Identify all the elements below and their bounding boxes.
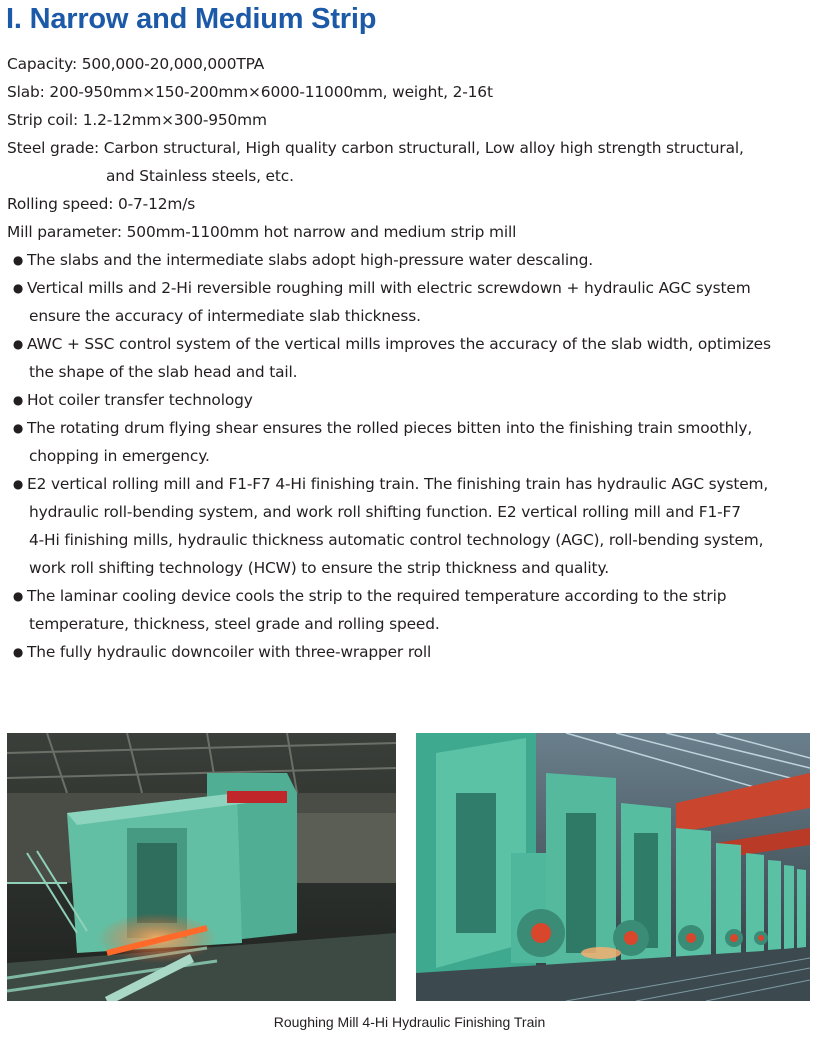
bullet-marker: ● [12, 393, 24, 407]
bullet-text-line: the shape of the slab head and tail. [29, 363, 298, 381]
bullet-text-line: The laminar cooling device cools the strip to the required temperature according to the strip [27, 587, 727, 605]
feature-bullet [7, 582, 815, 638]
bullet-marker: ● [12, 421, 24, 435]
bullet-text-line: AWC + SSC control system of the vertical mills improves the accuracy of the slab width, optimizes [27, 335, 771, 353]
spec-slab: Slab: 200-950mm×150-200mm×6000-11000mm, weight, 2-16t [7, 83, 493, 101]
feature-bullet [7, 246, 815, 274]
spec-rolling-speed: Rolling speed: 0-7-12m/s [7, 195, 196, 213]
spec-text-block [7, 50, 815, 666]
bullet-marker: ● [12, 337, 24, 351]
bullet-text-line: Vertical mills and 2-Hi reversible roughing mill with electric screwdown + hydraulic AGC system [27, 279, 751, 297]
bullet-marker: ● [12, 589, 24, 603]
spec-steel-grade-continued: and Stainless steels, etc. [106, 167, 294, 185]
section-heading: I. Narrow and Medium Strip [6, 3, 377, 35]
feature-bullet [7, 414, 815, 470]
feature-bullet [7, 386, 815, 414]
spec-capacity: Capacity: 500,000-20,000,000TPA [7, 55, 265, 73]
bullet-text-line: 4-Hi finishing mills, hydraulic thickness automatic control technology (AGC), roll-bending system, [29, 531, 764, 549]
bullet-marker: ● [12, 645, 24, 659]
bullet-text-line: The fully hydraulic downcoiler with three-wrapper roll [27, 643, 432, 661]
roughing-mill-photo [7, 733, 396, 1001]
feature-bullet [7, 274, 815, 330]
bullet-text-line: hydraulic roll-bending system, and work roll shifting function. E2 vertical rolling mill and F1-F7 [29, 503, 741, 521]
spec-strip-coil: Strip coil: 1.2-12mm×300-950mm [7, 111, 267, 129]
bullet-text-line: chopping in emergency. [29, 447, 210, 465]
feature-bullet [7, 638, 815, 666]
bullet-text-line: The rotating drum flying shear ensures the rolled pieces bitten into the finishing train smoothly, [27, 419, 753, 437]
spec-mill-parameter: Mill parameter: 500mm-1100mm hot narrow and medium strip mill [7, 223, 517, 241]
bullet-text-line: The slabs and the intermediate slabs adopt high-pressure water descaling. [27, 251, 593, 269]
bullet-text-line: temperature, thickness, steel grade and rolling speed. [29, 615, 440, 633]
bullet-text-line: ensure the accuracy of intermediate slab thickness. [29, 307, 421, 325]
bullet-text-line: E2 vertical rolling mill and F1-F7 4-Hi finishing train. The finishing train has hydraulic AGC system, [27, 475, 769, 493]
feature-bullet-list [7, 246, 815, 666]
photo-caption: Roughing Mill 4-Hi Hydraulic Finishing Train [273, 1014, 546, 1030]
feature-bullet [7, 330, 815, 386]
spec-steel-grade: Steel grade: Carbon structural, High quality carbon structurall, Low alloy high strength structural, [7, 139, 744, 157]
bullet-text-line: Hot coiler transfer technology [27, 391, 253, 409]
finishing-train-photo [416, 733, 810, 1001]
bullet-marker: ● [12, 281, 24, 295]
bullet-text-line: work roll shifting technology (HCW) to ensure the strip thickness and quality. [29, 559, 609, 577]
bullet-marker: ● [12, 477, 24, 491]
feature-bullet [7, 470, 815, 582]
bullet-marker: ● [12, 253, 24, 267]
